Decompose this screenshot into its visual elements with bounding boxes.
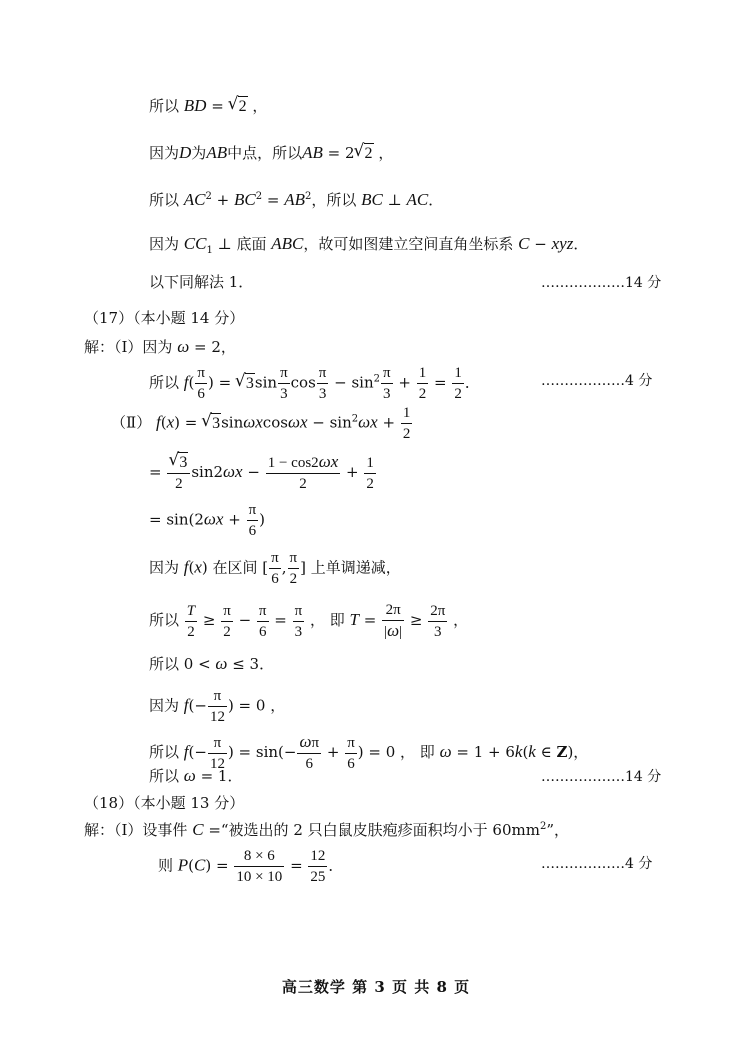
q17-step11: 所以 ω = 1． bbox=[149, 766, 243, 785]
q17-step7: 所以 $\frac{T}{2}$ ≥ $\frac{\pi}{2}$ − $\frac{\pi}{6}$ = $\frac{\pi}{3}$ ， 即 T = $\frac{2\pi}{|\omega|}$ ≥ $\frac{2\pi}{3}$ ， bbox=[149, 602, 469, 640]
line-bd: 所以 BD = √ 2 ， bbox=[149, 96, 267, 117]
q17-step8: 所以 0 < ω ≤ 3． bbox=[149, 654, 275, 673]
q17-step2: 所以 f( $\frac{\pi}{6}$ ) = √ 3sin $\frac{\pi}{3}$ cos $\frac{\pi}{3}$ − $\sin^2$ $\frac{\pi}{3}$ + $\frac{1}{2}$ = $\frac{1}{2}$ ． bbox=[149, 363, 480, 404]
line-coord: 因为 $CC_1$ ⊥ 底面 ABC，故可如图建立空间直角坐标系 C − xyz． bbox=[149, 234, 589, 256]
q18-step2: 则 P(C) = $\frac{8 \times 6}{10 \times 10}$ = $\frac{12}{25}$ ． bbox=[158, 848, 344, 885]
page-footer: 高三数学 第 3 页 共 8 页 bbox=[281, 978, 471, 996]
q18-header: （18）（本小题 13 分） bbox=[84, 794, 245, 812]
q17-step9: 因为 f(− $\frac{\pi}{12}$ ) = 0 ， bbox=[149, 688, 286, 725]
q17-step5: = sin(2ωx + $\frac{\pi}{6}$ ) bbox=[149, 502, 265, 539]
score-17-1: ………………4 分 bbox=[541, 373, 653, 389]
q17-step3: （Ⅱ） f(x) = √ $3\sin\omega xcos\omega x - \sin^2\omega x$ + $\frac{1}{2}$ bbox=[111, 403, 413, 444]
line-pythag: 所以 $AC^2 + BC^2 = AB^2$，所以 BC ⊥ AC． bbox=[149, 190, 444, 209]
q17-step1: 解：（Ⅰ）因为 ω = 2， bbox=[84, 337, 236, 356]
line-ab: 因为D为AB中点，所以AB = 2√ 2 ， bbox=[149, 143, 393, 164]
q17-step6: 因为 f(x) 在区间 [ $\frac{\pi}{6}$ , $\frac{\pi}{2}$ ] 上单调递减， bbox=[149, 550, 401, 587]
line-same: 以下同解法 1． bbox=[149, 273, 254, 291]
q17-step10: 所以 f(− $\frac{\pi}{12}$ ) = sin(− $\frac{\omega\pi}{6}$ + $\frac{\pi}{6}$ ) = 0 ， 即 ω = 1 + 6k(k ∈ Z)， bbox=[149, 732, 589, 772]
score-18-1: ………………4 分 bbox=[541, 856, 653, 872]
q17-step4: = √ $\frac{3}{2}$ sin2ωx − $\frac{1 - \cos 2\omega x}{2}$ + $\frac{1}{2}$ bbox=[149, 452, 377, 494]
score-16: ………………14 分 bbox=[541, 275, 662, 291]
q17-header: （17）（本小题 14 分） bbox=[84, 309, 245, 327]
q18-step1: 解：（Ⅰ）设事件 C =“被选出的 2 只白鼠皮肤疱疹面积均小于 $60mm^2$”， bbox=[84, 820, 569, 839]
score-17-2: ………………14 分 bbox=[541, 769, 662, 785]
